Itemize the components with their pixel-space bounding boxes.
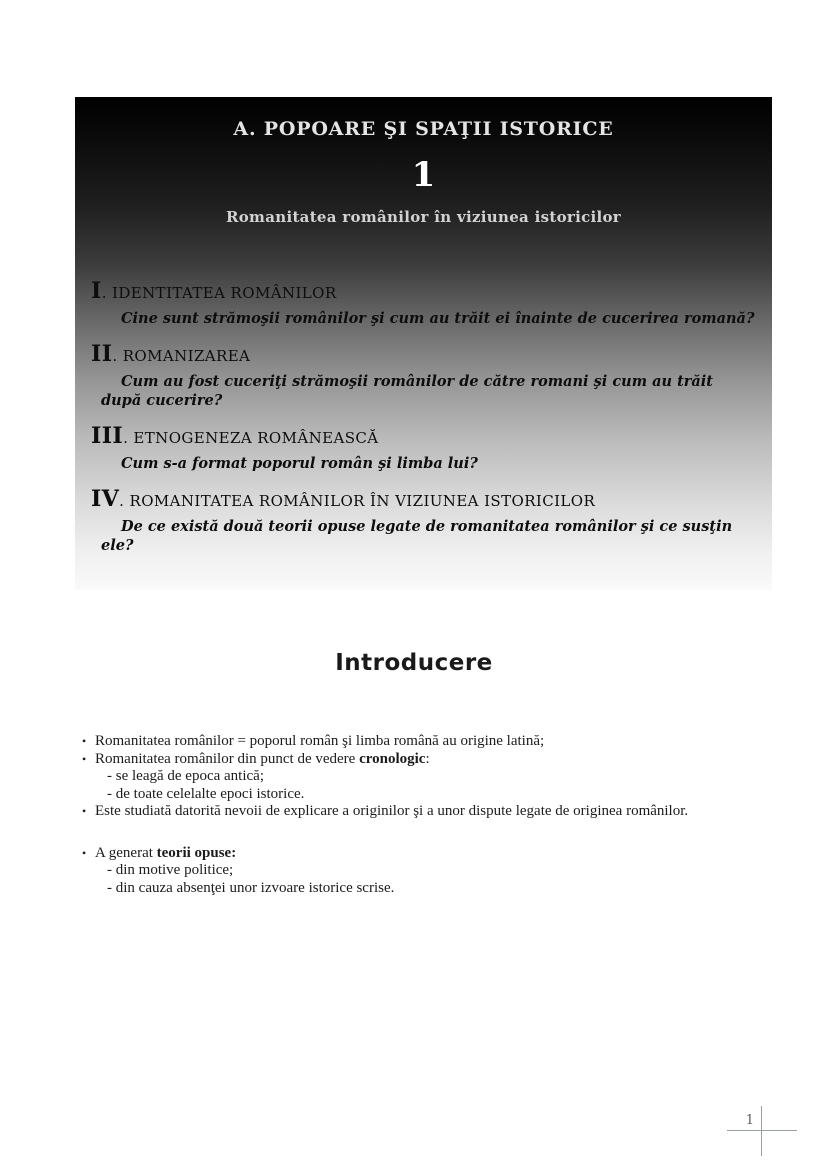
chapter-subtitle: Romanitatea românilor în viziunea istoricilor (225, 208, 622, 226)
list-item-text: A generat (95, 844, 157, 861)
sub-list-item: - de toate celelalte epoci istorice. (107, 785, 305, 802)
toc-item-question: Cine sunt strămoşii românilor şi cum au trăit ei înainte de cucerirea romană? (121, 310, 755, 327)
page-number: 1 (745, 1113, 754, 1128)
toc-item-title: . ETNOGENEZA ROMÂNEASCĂ (123, 429, 379, 447)
toc-item (91, 278, 758, 328)
crop-mark-horizontal-line (727, 1130, 797, 1131)
toc-item-question: Cum s-a format poporul român şi limba lui? (121, 455, 478, 472)
bullet-icon: • (82, 845, 87, 860)
sub-list-item: - se leagă de epoca antică; (107, 768, 264, 784)
list-item (82, 733, 774, 751)
list-item: • Romanitatea românilor din punct de vedere cronologic: (82, 750, 430, 767)
sub-list-item: - din motive politice; (107, 862, 234, 878)
list-item (82, 803, 774, 821)
toc-item-title: . IDENTITATEA ROMÂNILOR (101, 284, 337, 302)
crop-mark-vertical-line (761, 1106, 762, 1156)
list-item-text: Este studiată datorită nevoii de explicare a originilor şi a unor dispute legate de originea românilor. (95, 803, 689, 819)
intro-heading: Introducere (335, 650, 493, 676)
list-item-text: Romanitatea românilor = poporul român şi limba română au origine latină; (95, 733, 545, 749)
toc-item-heading (91, 341, 758, 367)
toc-item-title: . ROMANIZAREA (112, 347, 251, 365)
toc-item-title: . ROMANITATEA ROMÂNILOR ÎN VIZIUNEA ISTORICILOR (119, 492, 596, 510)
toc-item (91, 341, 758, 410)
toc-item-heading (91, 278, 758, 304)
list-item-text: Romanitatea românilor din punct de vedere (95, 750, 360, 767)
toc-item-question: De ce există două teorii opuse legate de romanitatea românilor şi ce susţin ele? (101, 518, 733, 554)
toc-item (91, 423, 758, 473)
chapter-header-box (75, 97, 772, 590)
toc-item-numeral: I (91, 278, 102, 304)
toc-item-question: Cum au fost cuceriţi strămoşii românilor de către romani şi cum au trăit după cucerire? (101, 373, 714, 409)
section-title: A. POPOARE ŞI SPAŢII ISTORICE (233, 118, 614, 140)
chapter-number: 1 (411, 155, 436, 195)
toc-item-numeral: III (91, 423, 124, 449)
bullet-icon: • (82, 734, 87, 748)
intro-bullet-list (82, 733, 774, 897)
toc-item (91, 486, 758, 555)
toc-item-heading (91, 486, 758, 512)
spacer (82, 821, 774, 845)
bullet-icon: • (82, 804, 87, 818)
list-item: • A generat teorii opuse: (82, 844, 237, 861)
toc-item-numeral: IV (91, 486, 120, 512)
toc-item-numeral: II (91, 341, 113, 367)
sub-list-item: - din cauza absenţei unor izvoare istorice scrise. (107, 879, 395, 896)
bullet-icon: • (82, 751, 87, 766)
toc-item-heading (91, 423, 758, 449)
chapter-contents-list (75, 278, 772, 555)
